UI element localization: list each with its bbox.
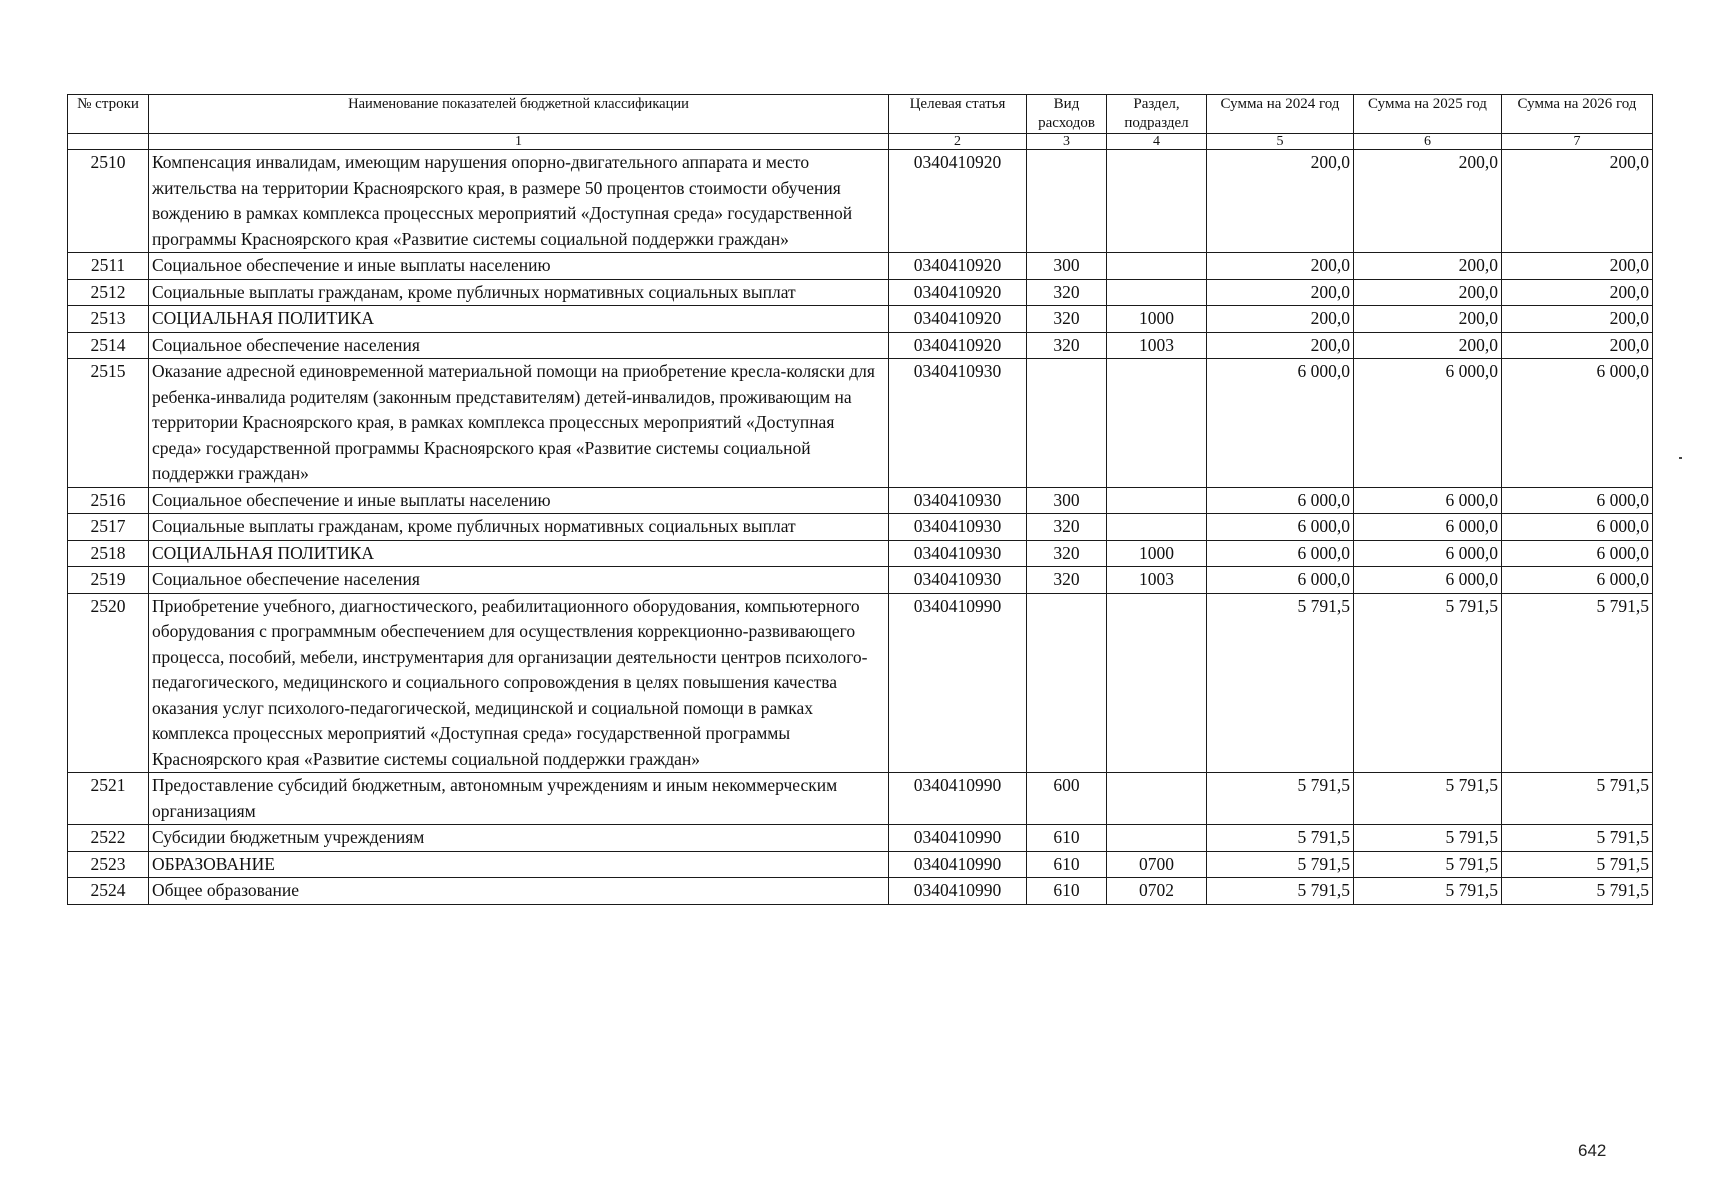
expense-type: 300 — [1027, 253, 1107, 280]
header-target: Целевая статья — [889, 95, 1027, 134]
sum-2024: 5 791,5 — [1207, 878, 1354, 905]
row-number: 2512 — [68, 279, 149, 306]
sum-2026: 5 791,5 — [1502, 593, 1653, 773]
row-number: 2523 — [68, 851, 149, 878]
target-article: 0340410990 — [889, 825, 1027, 852]
table-row — [68, 540, 1653, 567]
sum-2025: 6 000,0 — [1354, 359, 1502, 488]
expense-type: 320 — [1027, 567, 1107, 594]
sum-2024: 6 000,0 — [1207, 359, 1354, 488]
sum-2026: 6 000,0 — [1502, 567, 1653, 594]
row-number: 2521 — [68, 773, 149, 825]
row-name: Социальные выплаты гражданам, кроме публичных нормативных социальных выплат — [149, 514, 889, 541]
target-article: 0340410990 — [889, 851, 1027, 878]
target-article: 0340410990 — [889, 773, 1027, 825]
sum-2024: 6 000,0 — [1207, 540, 1354, 567]
expense-type: 320 — [1027, 306, 1107, 333]
target-article: 0340410920 — [889, 253, 1027, 280]
sum-2026: 5 791,5 — [1502, 825, 1653, 852]
sum-2026: 5 791,5 — [1502, 851, 1653, 878]
section-code — [1107, 514, 1207, 541]
section-code: 1000 — [1107, 306, 1207, 333]
expense-type: 320 — [1027, 279, 1107, 306]
expense-type: 610 — [1027, 825, 1107, 852]
section-code — [1107, 279, 1207, 306]
column-number: 2 — [889, 134, 1027, 150]
sum-2025: 200,0 — [1354, 279, 1502, 306]
table-row — [68, 487, 1653, 514]
row-number: 2511 — [68, 253, 149, 280]
sum-2024: 200,0 — [1207, 150, 1354, 253]
column-number — [68, 134, 149, 150]
target-article: 0340410930 — [889, 514, 1027, 541]
expense-type — [1027, 593, 1107, 773]
sum-2024: 5 791,5 — [1207, 851, 1354, 878]
sum-2026: 200,0 — [1502, 150, 1653, 253]
target-article: 0340410930 — [889, 540, 1027, 567]
sum-2026: 200,0 — [1502, 306, 1653, 333]
header-exp-type: Вид расходов — [1027, 95, 1107, 134]
row-number: 2519 — [68, 567, 149, 594]
table-row — [68, 514, 1653, 541]
row-name: Субсидии бюджетным учреждениям — [149, 825, 889, 852]
budget-table — [67, 94, 1653, 905]
sum-2025: 6 000,0 — [1354, 567, 1502, 594]
expense-type: 320 — [1027, 540, 1107, 567]
table-row — [68, 359, 1653, 488]
target-article: 0340410990 — [889, 878, 1027, 905]
sum-2025: 200,0 — [1354, 253, 1502, 280]
sum-2024: 5 791,5 — [1207, 593, 1354, 773]
column-number-row — [68, 134, 1653, 150]
sum-2024: 200,0 — [1207, 332, 1354, 359]
expense-type — [1027, 150, 1107, 253]
section-code: 1003 — [1107, 332, 1207, 359]
sum-2024: 6 000,0 — [1207, 567, 1354, 594]
table-row — [68, 851, 1653, 878]
row-number: 2524 — [68, 878, 149, 905]
sum-2025: 5 791,5 — [1354, 851, 1502, 878]
sum-2025: 200,0 — [1354, 306, 1502, 333]
expense-type: 610 — [1027, 851, 1107, 878]
row-name: Социальное обеспечение населения — [149, 567, 889, 594]
sum-2026: 6 000,0 — [1502, 359, 1653, 488]
sum-2026: 5 791,5 — [1502, 773, 1653, 825]
row-number: 2520 — [68, 593, 149, 773]
column-number: 4 — [1107, 134, 1207, 150]
sum-2026: 5 791,5 — [1502, 878, 1653, 905]
header-row-no: № строки — [68, 95, 149, 134]
column-number: 3 — [1027, 134, 1107, 150]
header-sum-2026: Сумма на 2026 год — [1502, 95, 1653, 134]
header-section: Раздел, подраздел — [1107, 95, 1207, 134]
row-name: Социальные выплаты гражданам, кроме публичных нормативных социальных выплат — [149, 279, 889, 306]
row-number: 2522 — [68, 825, 149, 852]
row-number: 2515 — [68, 359, 149, 488]
row-name: Социальное обеспечение и иные выплаты населению — [149, 253, 889, 280]
row-name: ОБРАЗОВАНИЕ — [149, 851, 889, 878]
expense-type: 600 — [1027, 773, 1107, 825]
row-number: 2510 — [68, 150, 149, 253]
sum-2026: 6 000,0 — [1502, 540, 1653, 567]
target-article: 0340410920 — [889, 279, 1027, 306]
table-row — [68, 878, 1653, 905]
expense-type: 610 — [1027, 878, 1107, 905]
row-name: Общее образование — [149, 878, 889, 905]
scan-speck — [1679, 457, 1682, 459]
sum-2024: 6 000,0 — [1207, 514, 1354, 541]
table-row — [68, 825, 1653, 852]
table-row — [68, 306, 1653, 333]
section-code: 1003 — [1107, 567, 1207, 594]
sum-2024: 200,0 — [1207, 253, 1354, 280]
table-row — [68, 253, 1653, 280]
column-number: 6 — [1354, 134, 1502, 150]
row-name: Социальное обеспечение населения — [149, 332, 889, 359]
row-name: СОЦИАЛЬНАЯ ПОЛИТИКА — [149, 540, 889, 567]
section-code: 1000 — [1107, 540, 1207, 567]
section-code — [1107, 825, 1207, 852]
page-number: 642 — [1578, 1141, 1607, 1160]
section-code: 0700 — [1107, 851, 1207, 878]
expense-type — [1027, 359, 1107, 488]
table-row — [68, 593, 1653, 773]
table-row — [68, 773, 1653, 825]
row-number: 2513 — [68, 306, 149, 333]
row-name: Приобретение учебного, диагностического, реабилитационного оборудования, компьютерного оборудования с программным обеспечением для осуществления коррекционно-развивающего процесса, пособий, мебели, инструментария для организации деятельности центров психолого-педагогического, медицинского и социального сопровождения в целях повышения качества оказания услуг психолого-педагогической, медицинской и социальной помощи в рамках комплекса процессных мероприятий «Доступная среда» государственной программы Красноярского края «Развитие системы социальной поддержки граждан» — [149, 593, 889, 773]
sum-2025: 5 791,5 — [1354, 773, 1502, 825]
section-code — [1107, 253, 1207, 280]
section-code — [1107, 773, 1207, 825]
table-row — [68, 567, 1653, 594]
sum-2025: 6 000,0 — [1354, 514, 1502, 541]
sum-2025: 6 000,0 — [1354, 487, 1502, 514]
target-article: 0340410920 — [889, 150, 1027, 253]
column-number: 1 — [149, 134, 889, 150]
row-number: 2516 — [68, 487, 149, 514]
section-code: 0702 — [1107, 878, 1207, 905]
sum-2026: 200,0 — [1502, 279, 1653, 306]
target-article: 0340410930 — [889, 487, 1027, 514]
section-code — [1107, 487, 1207, 514]
sum-2025: 5 791,5 — [1354, 825, 1502, 852]
header-name: Наименование показателей бюджетной классификации — [149, 95, 889, 134]
sum-2024: 200,0 — [1207, 306, 1354, 333]
row-number: 2518 — [68, 540, 149, 567]
sum-2025: 5 791,5 — [1354, 593, 1502, 773]
section-code — [1107, 150, 1207, 253]
sum-2026: 6 000,0 — [1502, 514, 1653, 541]
header-row — [68, 95, 1653, 134]
target-article: 0340410990 — [889, 593, 1027, 773]
expense-type: 320 — [1027, 514, 1107, 541]
sum-2024: 5 791,5 — [1207, 825, 1354, 852]
sum-2025: 6 000,0 — [1354, 540, 1502, 567]
row-name: Компенсация инвалидам, имеющим нарушения опорно-двигательного аппарата и место жительства на территории Красноярского края, в размере 50 процентов стоимости обучения вождению в рамках комплекса процессных мероприятий «Доступная среда» государственной программы Красноярского края «Развитие системы социальной поддержки граждан» — [149, 150, 889, 253]
sum-2026: 6 000,0 — [1502, 487, 1653, 514]
sum-2025: 200,0 — [1354, 332, 1502, 359]
row-number: 2514 — [68, 332, 149, 359]
sum-2024: 5 791,5 — [1207, 773, 1354, 825]
target-article: 0340410920 — [889, 332, 1027, 359]
expense-type: 320 — [1027, 332, 1107, 359]
section-code — [1107, 593, 1207, 773]
target-article: 0340410930 — [889, 359, 1027, 488]
table-row — [68, 279, 1653, 306]
header-sum-2024: Сумма на 2024 год — [1207, 95, 1354, 134]
row-name: Оказание адресной единовременной материальной помощи на приобретение кресла-коляски для ребенка-инвалида родителям (законным представителям) детей-инвалидов, проживающим на территории Красноярского края, в рамках комплекса процессных мероприятий «Доступная среда» государственной программы Красноярского края «Развитие системы социальной поддержки граждан» — [149, 359, 889, 488]
expense-type: 300 — [1027, 487, 1107, 514]
sum-2024: 200,0 — [1207, 279, 1354, 306]
table-row — [68, 332, 1653, 359]
section-code — [1107, 359, 1207, 488]
column-number: 5 — [1207, 134, 1354, 150]
sum-2024: 6 000,0 — [1207, 487, 1354, 514]
table-row — [68, 150, 1653, 253]
row-name: Предоставление субсидий бюджетным, автономным учреждениям и иным некоммерческим организациям — [149, 773, 889, 825]
row-number: 2517 — [68, 514, 149, 541]
sum-2025: 200,0 — [1354, 150, 1502, 253]
column-number: 7 — [1502, 134, 1653, 150]
header-sum-2025: Сумма на 2025 год — [1354, 95, 1502, 134]
row-name: Социальное обеспечение и иные выплаты населению — [149, 487, 889, 514]
target-article: 0340410920 — [889, 306, 1027, 333]
sum-2026: 200,0 — [1502, 332, 1653, 359]
sum-2026: 200,0 — [1502, 253, 1653, 280]
sum-2025: 5 791,5 — [1354, 878, 1502, 905]
row-name: СОЦИАЛЬНАЯ ПОЛИТИКА — [149, 306, 889, 333]
target-article: 0340410930 — [889, 567, 1027, 594]
